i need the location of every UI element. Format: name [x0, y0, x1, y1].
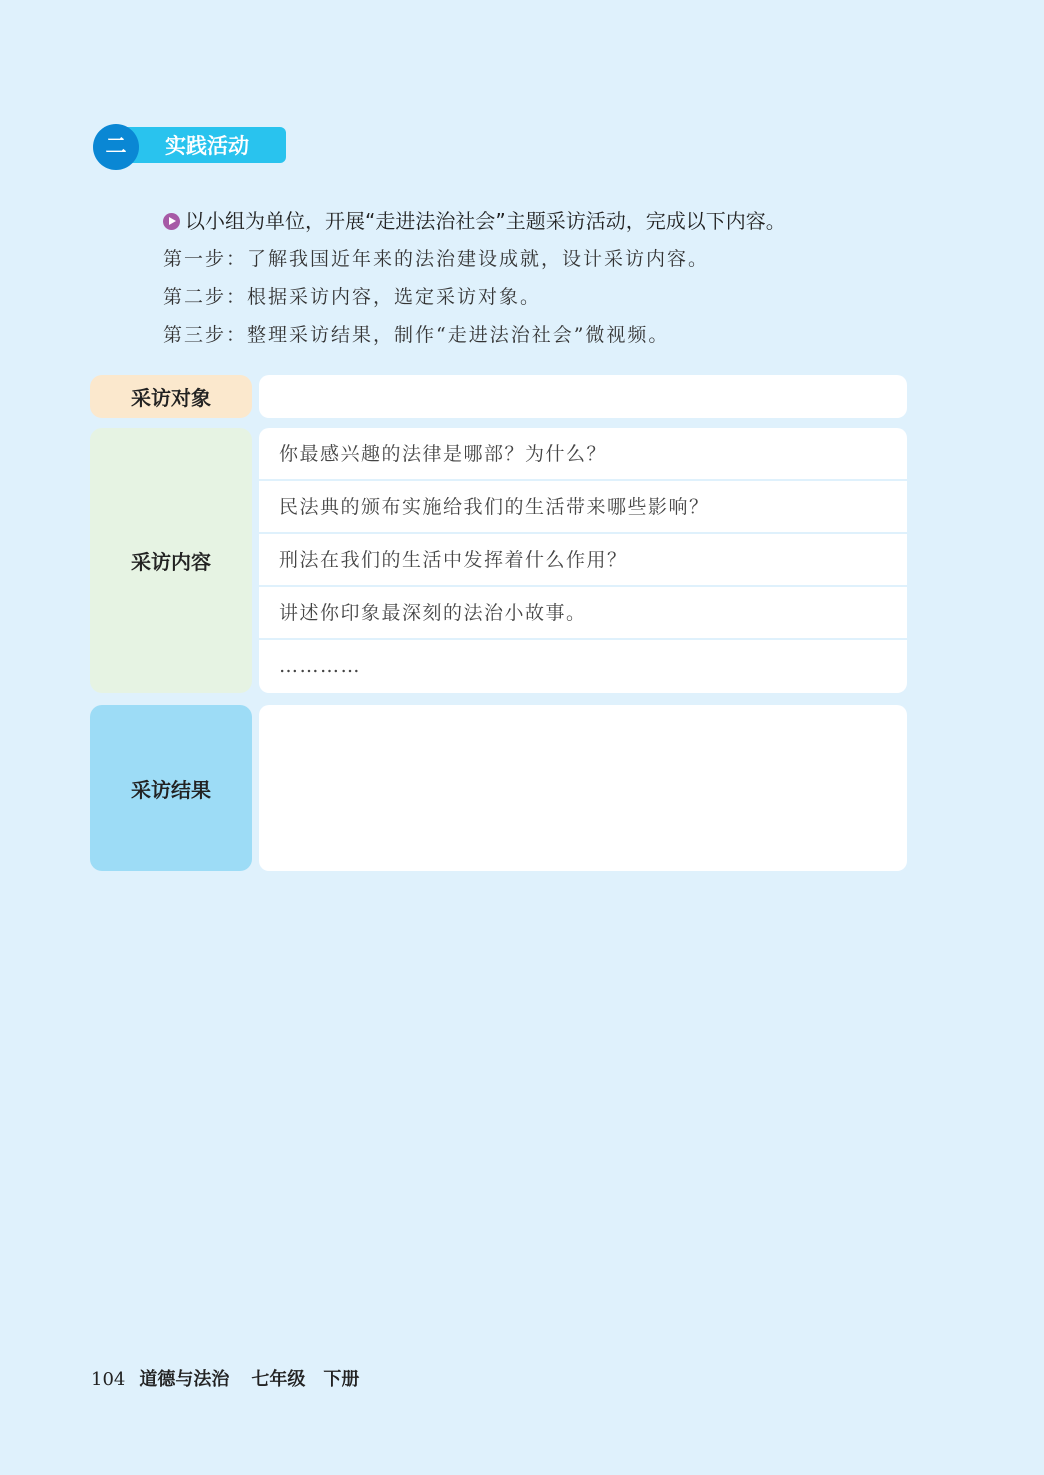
interview-target-label: 采访对象 — [90, 375, 252, 418]
interview-target-field[interactable] — [259, 375, 907, 418]
activity-intro-text: 以小组为单位，开展“走进法治社会”主题采访活动，完成以下内容。 — [185, 209, 786, 233]
question-ellipsis: ………… — [279, 655, 361, 677]
volume-label: 下册 — [323, 1369, 360, 1390]
grade-label: 七年级 — [251, 1369, 306, 1390]
book-title: 道德与法治 — [139, 1369, 230, 1390]
interview-result-label: 采访结果 — [90, 705, 252, 871]
step-two: 第二步：根据采访内容，选定采访对象。 — [163, 286, 542, 308]
section-header — [93, 124, 286, 168]
question-item: 民法典的颁布实施给我们的生活带来哪些影响？ — [259, 481, 907, 534]
interview-result-field[interactable] — [259, 705, 907, 871]
play-arrow-icon — [163, 213, 180, 230]
question-item: 讲述你印象最深刻的法治小故事。 — [259, 587, 907, 640]
page-number: 104 — [91, 1369, 126, 1390]
section-number-badge: 二 — [93, 124, 139, 170]
step-three: 第三步：整理采访结果，制作“走进法治社会”微视频。 — [163, 324, 670, 346]
interview-content-label: 采访内容 — [90, 428, 252, 693]
interview-questions-list — [259, 428, 907, 693]
section-title: 实践活动 — [165, 134, 249, 158]
question-item: 刑法在我们的生活中发挥着什么作用？ — [259, 534, 907, 587]
activity-intro — [163, 204, 923, 240]
activity-instructions — [163, 204, 923, 354]
page-footer — [91, 1366, 359, 1394]
question-item: 你最感兴趣的法律是哪部？为什么？ — [259, 428, 907, 481]
step-one: 第一步：了解我国近年来的法治建设成就，设计采访内容。 — [163, 248, 710, 270]
